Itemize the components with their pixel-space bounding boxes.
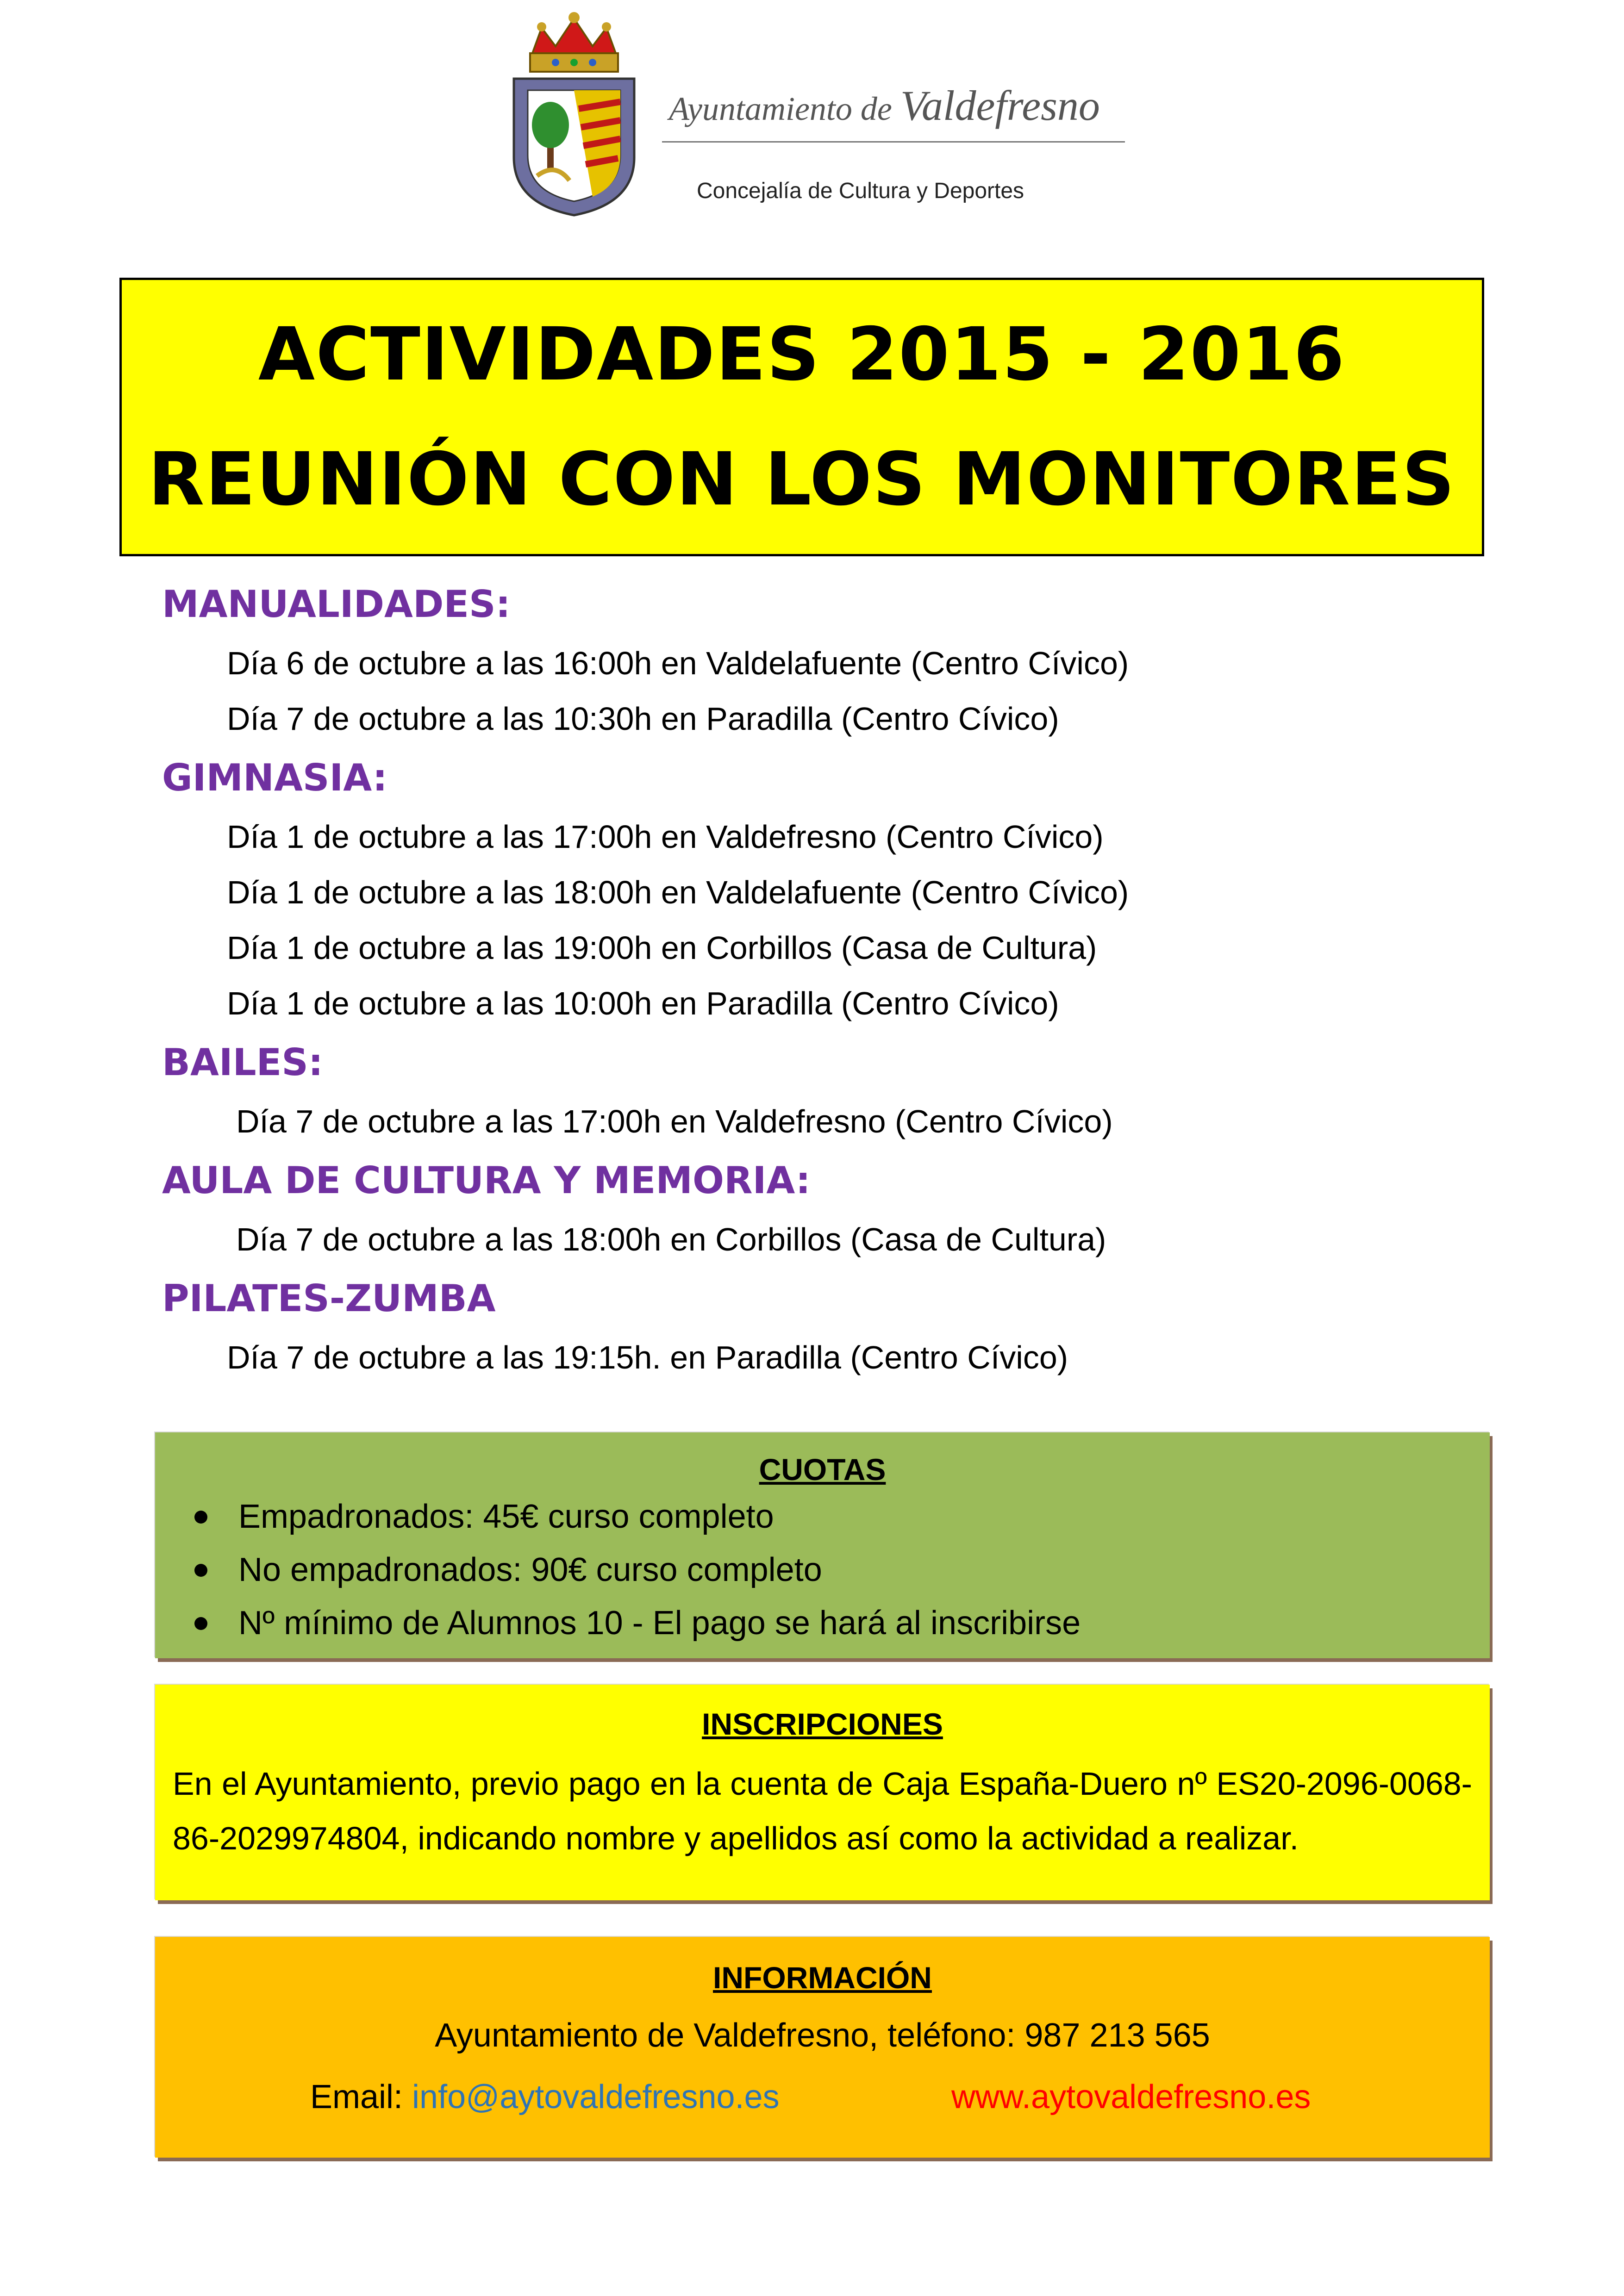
activity-title-pilates-zumba: PILATES-ZUMBA bbox=[162, 1277, 496, 1320]
website-link[interactable]: www.aytovaldefresno.es bbox=[951, 2078, 1311, 2116]
activity-schedule bbox=[162, 573, 1505, 1385]
header-divider bbox=[662, 141, 1125, 143]
cuota-text: Nº mínimo de Alumnos 10 - El pago se hará al inscribirse bbox=[238, 1605, 1081, 1642]
organization-prefix: Ayuntamiento de bbox=[669, 90, 900, 127]
informacion-heading: INFORMACIÓN bbox=[713, 1960, 932, 1995]
cuotas-heading: CUOTAS bbox=[759, 1452, 886, 1487]
title-box bbox=[119, 278, 1484, 556]
session-line: Día 1 de octubre a las 10:00h en Paradilla (Centro Cívico) bbox=[227, 985, 1059, 1021]
session-line: Día 1 de octubre a las 17:00h en Valdefresno (Centro Cívico) bbox=[227, 819, 1104, 855]
list-item bbox=[238, 1543, 1490, 1597]
title-line-2: REUNIÓN CON LOS MONITORES bbox=[148, 437, 1456, 522]
email-line bbox=[310, 2078, 780, 2116]
department-name: Concejalía de Cultura y Deportes bbox=[697, 179, 1024, 203]
bullet-icon bbox=[194, 1617, 207, 1630]
email-label: Email: bbox=[310, 2078, 412, 2116]
session-line: Día 1 de octubre a las 18:00h en Valdelafuente (Centro Cívico) bbox=[227, 874, 1129, 910]
organization-town: Valdefresno bbox=[900, 82, 1100, 129]
inscripciones-box bbox=[155, 1685, 1490, 1900]
title-line-1: ACTIVIDADES 2015 - 2016 bbox=[258, 312, 1346, 397]
activity-title-gimnasia: GIMNASIA: bbox=[162, 756, 387, 799]
bullet-icon bbox=[194, 1511, 207, 1524]
page-header bbox=[0, 0, 1624, 241]
inscripciones-heading: INSCRIPCIONES bbox=[702, 1707, 943, 1741]
session-line: Día 7 de octubre a las 10:30h en Paradilla (Centro Cívico) bbox=[227, 701, 1059, 737]
session-line: Día 6 de octubre a las 16:00h en Valdelafuente (Centro Cívico) bbox=[227, 645, 1129, 681]
activity-title-bailes: BAILES: bbox=[162, 1041, 323, 1084]
email-link[interactable]: info@aytovaldefresno.es bbox=[412, 2078, 780, 2116]
cuotas-box bbox=[155, 1432, 1490, 1658]
list-item bbox=[238, 1597, 1490, 1650]
organization-name bbox=[669, 81, 1100, 130]
session-line: Día 7 de octubre a las 17:00h en Valdefresno (Centro Cívico) bbox=[236, 1103, 1113, 1139]
cuotas-list bbox=[155, 1490, 1490, 1650]
cuota-text: No empadronados: 90€ curso completo bbox=[238, 1551, 822, 1588]
coat-of-arms-icon bbox=[505, 9, 643, 218]
list-item bbox=[238, 1490, 1490, 1543]
session-line: Día 7 de octubre a las 19:15h. en Paradilla (Centro Cívico) bbox=[227, 1339, 1068, 1375]
bullet-icon bbox=[194, 1564, 207, 1577]
phone-line: Ayuntamiento de Valdefresno, teléfono: 987 213 565 bbox=[435, 2017, 1210, 2054]
session-line: Día 1 de octubre a las 19:00h en Corbillos (Casa de Cultura) bbox=[227, 930, 1097, 966]
cuota-text: Empadronados: 45€ curso completo bbox=[238, 1498, 774, 1535]
informacion-box bbox=[155, 1937, 1490, 2158]
activity-title-manualidades: MANUALIDADES: bbox=[162, 583, 511, 626]
session-line: Día 7 de octubre a las 18:00h en Corbillos (Casa de Cultura) bbox=[236, 1221, 1106, 1257]
activity-title-aula-cultura-memoria: AULA DE CULTURA Y MEMORIA: bbox=[162, 1159, 811, 1202]
inscripciones-text: En el Ayuntamiento, previo pago en la cuenta de Caja España-Duero nº ES20-2096-0068-86-2029974804, indicando nombre y apellidos así como la actividad a realizar. bbox=[173, 1766, 1472, 1856]
